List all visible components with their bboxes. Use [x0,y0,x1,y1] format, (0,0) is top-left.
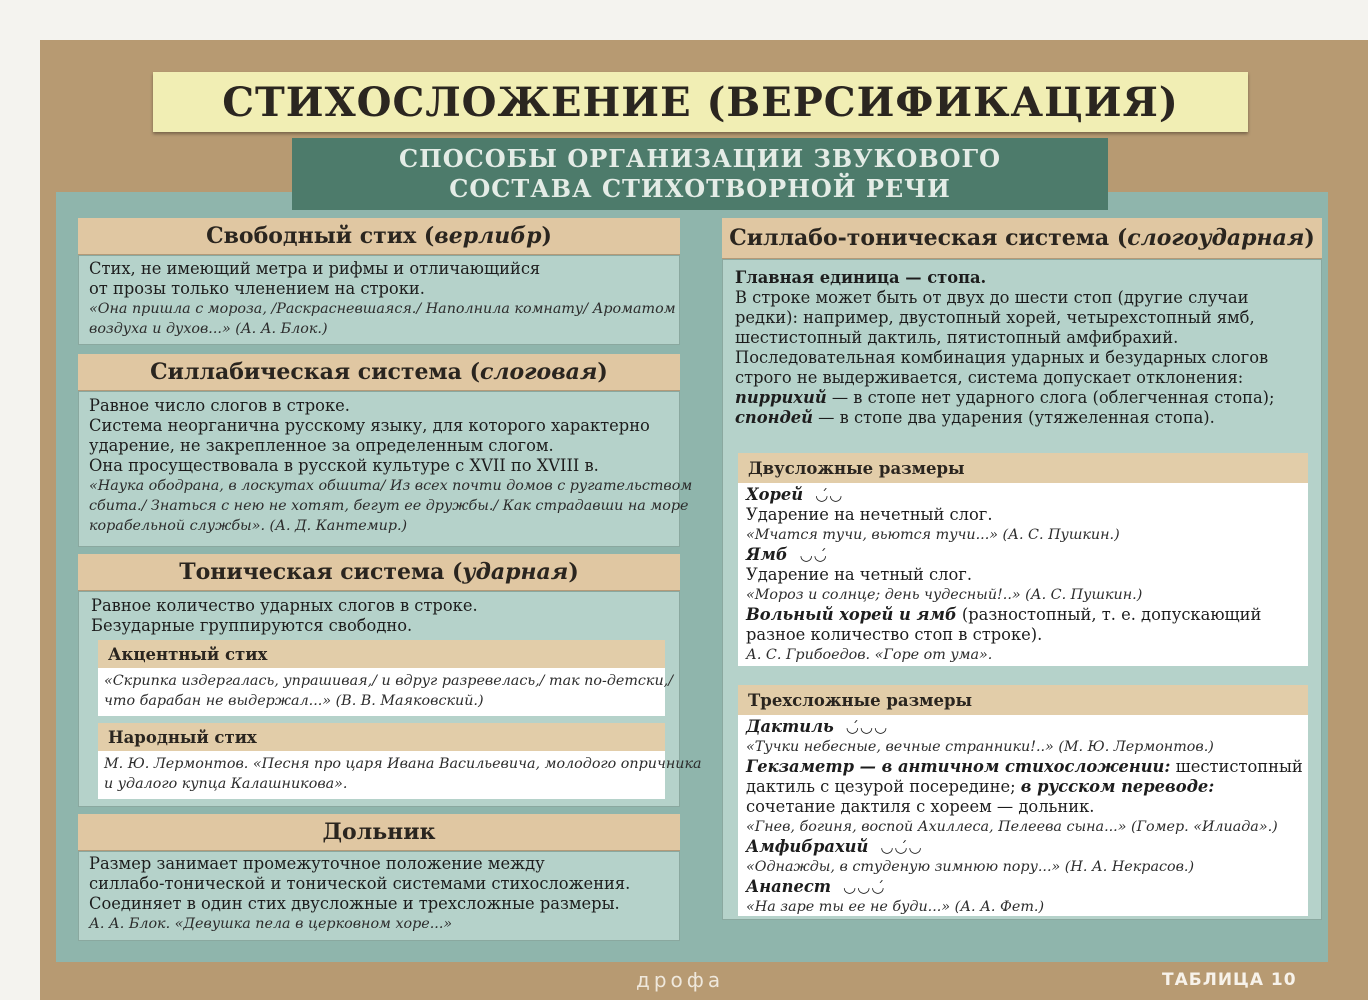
free-meter-cite: А. С. Грибоедов. «Горе от ума». [746,647,993,663]
folk-verse-cite: М. Ю. Лермонтов. «Песня про царя Ивана Васильевича, молодого опричника [104,756,702,772]
disyllabic-box [738,483,1308,666]
dolnik-header: Дольник [78,814,680,852]
syllabic-line: ударение, не закрепленное за определенным слогом. [89,436,554,455]
free-verse-cite: «Она пришла с мороза, /Раскрасневшаяся./ Наполнила комнату/ Ароматом [89,301,676,317]
free-verse-box [78,255,680,345]
tonic-term: ударная [462,559,569,585]
trochee-text: Ударение на нечетный слог. [746,505,993,524]
folk-verse-cite: и удалого купца Калашникова». [104,776,348,792]
syllabotonic-term: слогоударная [1127,225,1305,251]
dolnik-line: силлабо-тонической и тонической системами стихосложения. [89,874,631,893]
syllabotonic-line: строго не выдерживается, система допускает отклонения: [735,368,1244,387]
table-number: ТАБЛИЦА 10 [1162,970,1297,990]
accent-verse-header: Акцентный стих [98,640,665,668]
anapest-row [746,877,1303,897]
hexameter-row: Гекзаметр — в античном стихосложении: шестистопный [746,757,1303,776]
anapest-term: Анапест [746,877,832,896]
iamb-term: Ямб [746,545,788,564]
accent-verse-cite: что барабан не выдержал...» (В. В. Маяковский.) [104,693,484,709]
title-banner [153,72,1248,132]
tonic-line: Равное количество ударных слогов в строке. [91,596,478,615]
folk-verse-header: Народный стих [98,723,665,751]
syllabotonic-line: редки): например, двустопный хорей, четырехстопный ямб, [735,308,1255,327]
syllabic-box [78,391,693,547]
iamb-meter: ◡◡́ [799,546,828,564]
trisyllabic-header: Трехсложные размеры [738,685,1308,715]
spondee-term: спондей [735,408,813,427]
syllabic-header: Силлабическая система (слоговая) [78,354,680,392]
trochee-term: Хорей [746,485,804,504]
syllabic-cite: корабельной службы». (А. Д. Кантемир.) [89,518,408,534]
trochee-meter: ◡́◡ [815,486,844,504]
anapest-cite: «На заре ты ее не буди...» (А. А. Фет.) [746,899,1045,915]
hexameter-text: сочетание дактиля с хореем — дольник. [746,797,1095,816]
free-meter-text: разное количество стоп в строке). [746,625,1043,644]
syllabic-line: Система неорганична русскому языку, для которого характерно [89,416,650,435]
tonic-header: Тоническая система (ударная) [78,554,680,592]
amphibrach-term: Амфибрахий [746,837,869,856]
dactyl-meter: ◡́◡◡ [845,718,889,736]
free-verse-term: верлибр [434,223,542,249]
trochee-row [746,485,1261,505]
free-verse-header: Свободный стих (верлибр) [78,218,680,256]
syllabotonic-line: Последовательная комбинация ударных и безударных слогов [735,348,1269,367]
syllabic-term: слоговая [479,359,598,385]
dolnik-line: Соединяет в один стих двусложные и трехсложные размеры. [89,894,620,913]
iamb-cite: «Мороз и солнце; день чудесный!..» (А. С. Пушкин.) [746,587,1143,603]
dolnik-line: Размер занимает промежуточное положение между [89,854,545,873]
free-verse-line: от прозы только членением на строки. [89,279,425,298]
dactyl-row [746,717,1303,737]
dolnik-box [78,851,680,941]
syllabotonic-line: шестистопный дактиль, пятистопный амфибрахий. [735,328,1179,347]
trisyllabic-box [738,715,1308,916]
amphibrach-meter: ◡◡́◡ [880,838,923,856]
hexameter-term: Гекзаметр — в античном стихосложении: [746,757,1171,776]
free-meter-row: Вольный хорей и ямб (разностопный, т. е. допускающий [746,605,1262,624]
tonic-line: Безударные группируются свободно. [91,616,413,635]
amphibrach-cite: «Однажды, в студеную зимнюю пору...» (Н. А. Некрасов.) [746,859,1195,875]
syllabic-cite: «Наука ободрана, в лоскутах обшита/ Из всех почти домов с ругательством [89,478,693,494]
subtitle-line-1: СПОСОБЫ ОРГАНИЗАЦИИ ЗВУКОВОГО [398,144,1002,173]
dactyl-term: Дактиль [746,717,834,736]
hexameter-row-2: дактиль с цезурой посередине; в русском переводе: [746,777,1215,796]
dolnik-cite: А. А. Блок. «Девушка пела в церковном хоре...» [89,916,453,932]
accent-verse-box [98,668,674,716]
disyllabic-header: Двусложные размеры [738,453,1308,483]
amphibrach-row [746,837,1303,857]
syllabotonic-lead: Главная единица — стопа. [735,268,987,287]
subtitle-line-2: СОСТАВА СТИХОТВОРНОЙ РЕЧИ [449,174,951,203]
syllabotonic-header: Силлабо-тоническая система (слогоударная) [722,218,1322,260]
dactyl-cite: «Тучки небесные, вечные странники!..» (М. Ю. Лермонтов.) [746,739,1214,755]
syllabic-cite: сбита./ Знаться с нею не хотят, бегут ее дружбы./ Как страдавши на море [89,498,689,514]
pyrrhic-term: пиррихий [735,388,827,407]
subtitle-banner [292,138,1108,210]
trochee-cite: «Мчатся тучи, вьются тучи...» (А. С. Пушкин.) [746,527,1120,543]
publisher-logo: дрофа [636,968,725,992]
hexameter-cite: «Гнев, богиня, воспой Ахиллеса, Пелеева сына...» (Гомер. «Илиада».) [746,819,1278,835]
syllabotonic-line: В строке может быть от двух до шести стоп (другие случаи [735,288,1249,307]
hexameter-term-2: в русском переводе: [1020,777,1215,796]
folk-verse-box [98,751,702,799]
anapest-meter: ◡◡◡́ [843,878,886,896]
free-meter-term: Вольный хорей и ямб [746,605,957,624]
accent-verse-cite: «Скрипка издергалась, упрашивая,/ и вдруг разревелась,/ так по-детски,/ [104,673,674,689]
syllabic-line: Она просуществовала в русской культуре с XVII по XVIII в. [89,456,599,475]
page-title: СТИХОСЛОЖЕНИЕ (ВЕРСИФИКАЦИЯ) [222,78,1179,126]
pyrrhic-line: пиррихий — в стопе нет ударного слога (облегченная стопа); [735,388,1275,407]
iamb-text: Ударение на четный слог. [746,565,973,584]
spondee-line: спондей — в стопе два ударения (утяжеленная стопа). [735,408,1215,427]
free-verse-line: Стих, не имеющий метра и рифмы и отличающийся [89,259,541,278]
free-verse-cite: воздуха и духов...» (А. А. Блок.) [89,321,328,337]
iamb-row [746,545,1261,565]
syllabic-line: Равное число слогов в строке. [89,396,350,415]
